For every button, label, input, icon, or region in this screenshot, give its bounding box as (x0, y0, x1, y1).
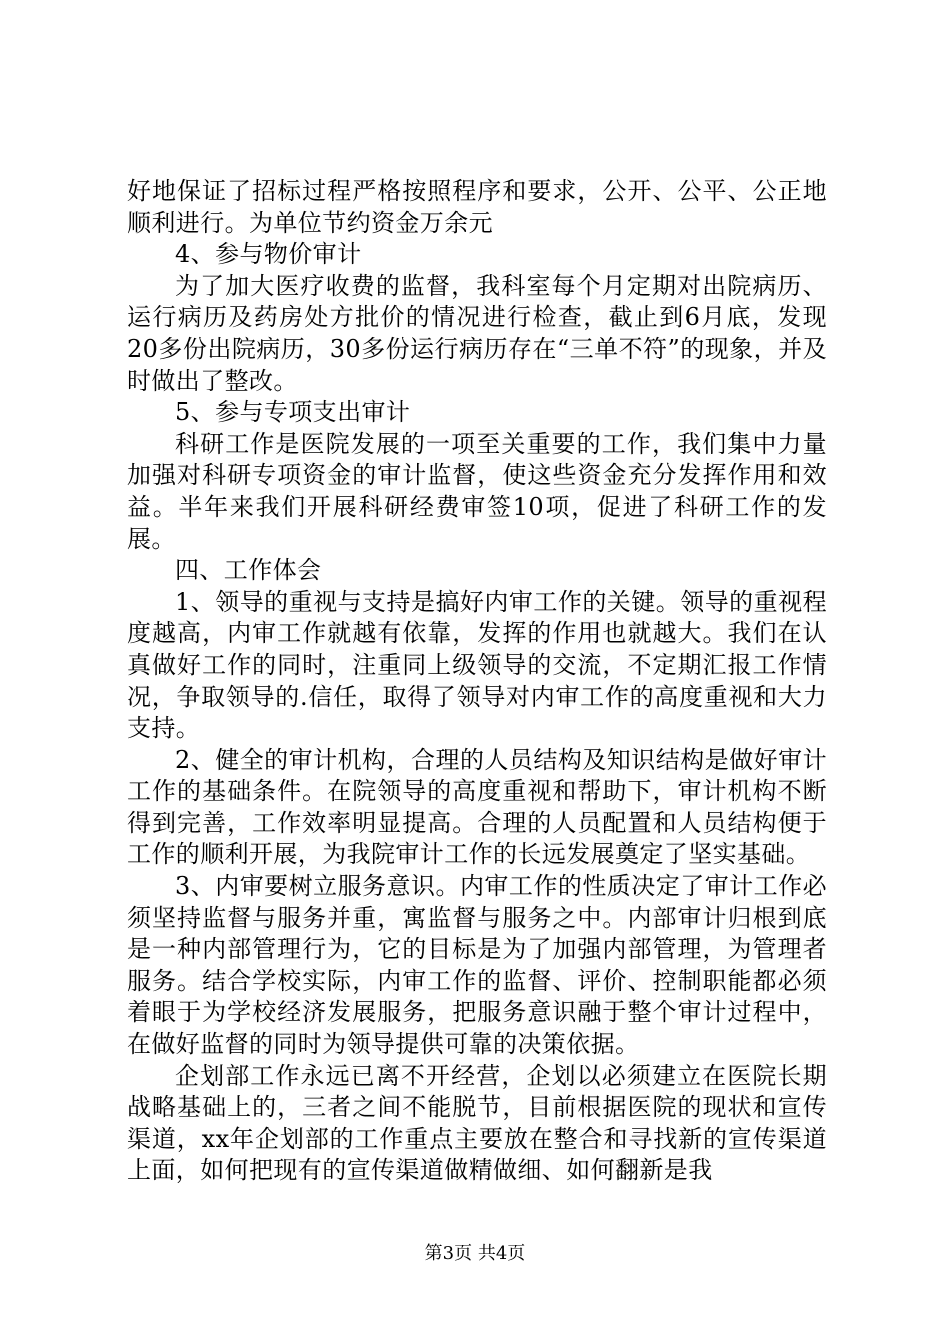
paragraph-leadership-support: 1、领导的重视与支持是搞好内审工作的关键。领导的重视程度越高，内审工作就越有依靠，发挥的作用也就越大。我们在认真做好工作的同时，注重同上级领导的交流，不定期汇报工作情况，争取领导的.信任，取得了领导对内审工作的高度重视和大力支持。 (127, 587, 827, 743)
paragraph-continuation: 好地保证了招标过程严格按照程序和要求，公开、公平、公正地顺利进行。为单位节约资金万余元 (127, 177, 827, 237)
page-number-footer: 第3页 共4页 (424, 1243, 526, 1264)
paragraph-price-audit: 为了加大医疗收费的监督，我科室每个月定期对出院病历、运行病历及药房处方批价的情况进行检查，截止到6月底，发现20多份出院病历，30多份运行病历存在“三单不符”的现象，并及时做出了整改。 (127, 271, 827, 395)
paragraph-special-expenditure-audit: 科研工作是医院发展的一项至关重要的工作，我们集中力量加强对科研专项资金的审计监督，使这些资金充分发挥作用和效益。半年来我们开展科研经费审签10项，促进了科研工作的发展。 (127, 429, 827, 553)
document-body (127, 176, 827, 1187)
section-heading-price-audit: 4、参与物价审计 (175, 240, 362, 269)
section-heading-special-expenditure-audit: 5、参与专项支出审计 (175, 398, 411, 427)
section-heading-work-experience: 四、工作体会 (175, 556, 322, 585)
paragraph-planning-department: 企划部工作永远已离不开经营，企划以必须建立在医院长期战略基础上的，三者之间不能脱节，目前根据医院的现状和宣传渠道，xx年企划部的工作重点主要放在整合和寻找新的宣传渠道上面，如何把现有的宣传渠道做精做细、如何翻新是我 (127, 1061, 827, 1185)
paragraph-audit-institution: 2、健全的审计机构，合理的人员结构及知识结构是做好审计工作的基础条件。在院领导的高度重视和帮助下，审计机构不断得到完善，工作效率明显提高。合理的人员配置和人员结构便于工作的顺利开展，为我院审计工作的长远发展奠定了坚实基础。 (127, 745, 827, 869)
paragraph-service-awareness: 3、内审要树立服务意识。内审工作的性质决定了审计工作必须坚持监督与服务并重，寓监督与服务之中。内部审计归根到底是一种内部管理行为，它的目标是为了加强内部管理，为管理者服务。结合学校实际，内审工作的监督、评价、控制职能都必须着眼于为学校经济发展服务，把服务意识融于整个审计过程中，在做好监督的同时为领导提供可靠的决策依据。 (127, 872, 827, 1059)
